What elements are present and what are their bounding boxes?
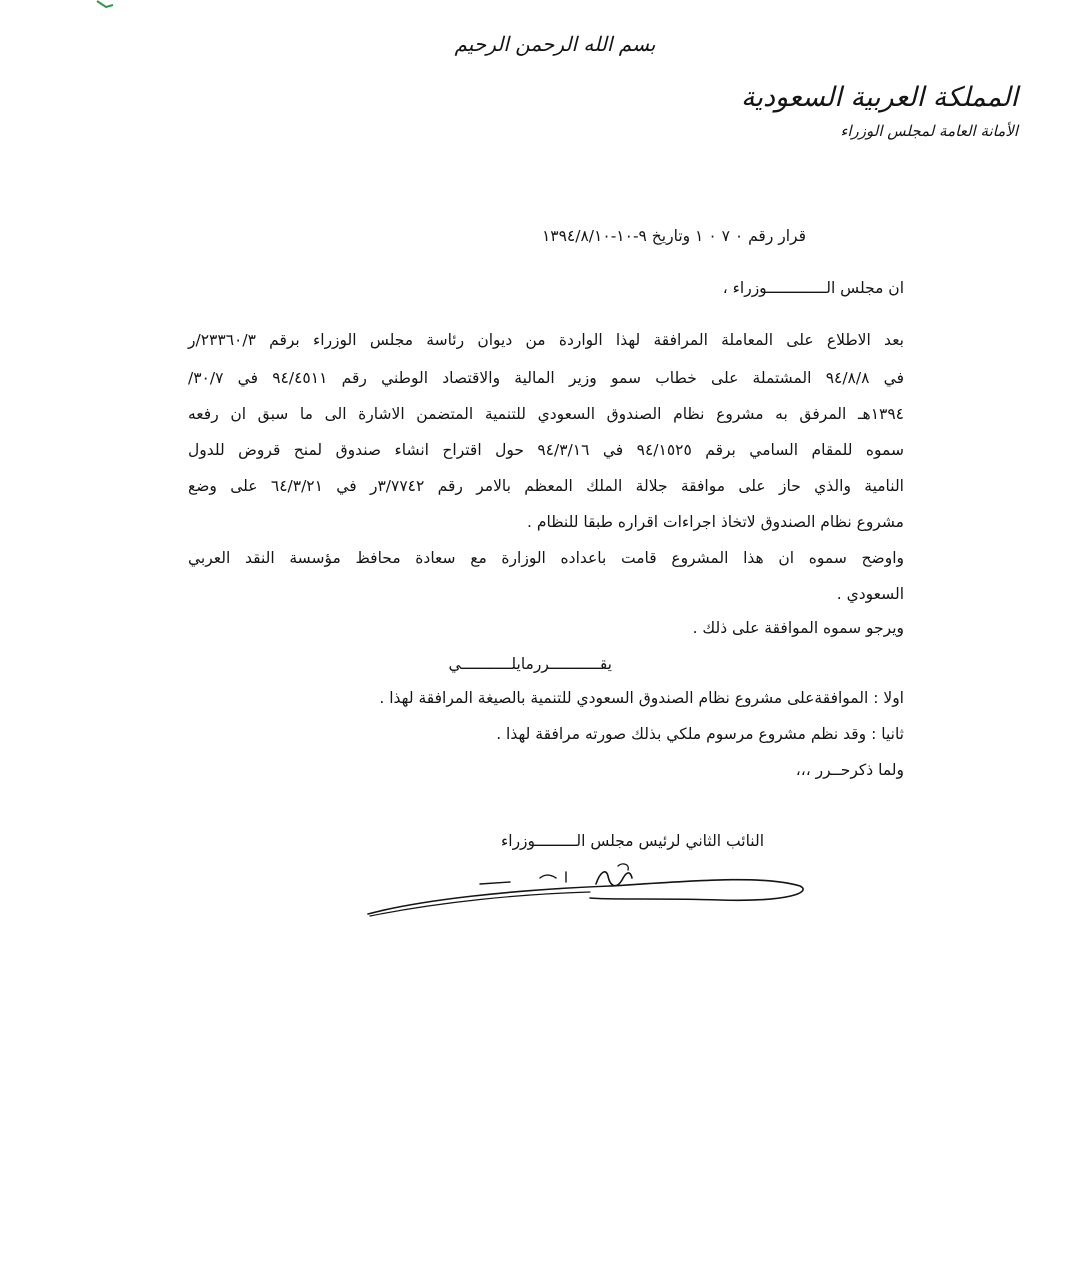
paragraph-line: السعودي . bbox=[836, 585, 904, 603]
paragraph-line: النامية والذي حاز على موافقة جلالة الملك المعظم بالامر رقم ٣/٧٧٤٢ر في ٦٤/٣/٢١ على وضع bbox=[188, 477, 904, 495]
paragraph-line: واوضح سموه ان هذا المشروع قامت باعداده الوزارة مع سعادة محافظ مؤسسة النقد العربي bbox=[188, 549, 904, 567]
secretariat-name: الأمانة العامة لمجلس الوزراء bbox=[840, 122, 1018, 140]
corner-mark bbox=[96, 0, 114, 8]
paragraph-line: بعد الاطلاع على المعاملة المرافقة لهذا الواردة من ديوان رئاسة مجلس الوزراء برقم ٢٣٣٦٠/٣/ر bbox=[188, 331, 904, 349]
paragraph-line: في ٩٤/٨/٨ المشتملة على خطاب سمو وزير المالية والاقتصاد الوطني رقم ٩٤/٤٥١١ في ٣٠/٧/ bbox=[188, 369, 904, 387]
letterhead bbox=[718, 76, 1018, 142]
basmala: بسم الله الرحمن الرحيم bbox=[454, 32, 656, 56]
paragraph-line: سموه للمقام السامي برقم ٩٤/١٥٢٥ في ٩٤/٣/١٦ حول اقتراح انشاء صندوق لمنح قروض للدول bbox=[188, 441, 904, 459]
decision-item-2: ثانيا : وقد نظم مشروع مرسوم ملكي بذلك صورته مرافقة لهذا . bbox=[496, 725, 904, 743]
handwritten-signature bbox=[360, 862, 810, 932]
request-line: ويرجو سموه الموافقة على ذلك . bbox=[692, 619, 904, 637]
signatory-title: النائب الثاني لرئيس مجلس الـــــــــوزراء bbox=[500, 832, 764, 850]
paragraph-line: ١٣٩٤هـ المرفق به مشروع نظام الصندوق السعودي للتنمية المتضمن الاشارة الى ما سبق ان رفعه bbox=[188, 405, 904, 423]
paragraph-line: مشروع نظام الصندوق لاتخاذ اجراءات اقراره طبقا للنظام . bbox=[527, 513, 904, 531]
decision-number-line: قرار رقم ٠ ٧ ٠ ١ وتاريخ ٩-١٠-١٣٩٤/٨/١٠ bbox=[541, 227, 806, 245]
kingdom-name: المملكة العربية السعودية bbox=[740, 82, 1018, 113]
closing-line: ولما ذكرحــرر ،،، bbox=[795, 761, 904, 779]
decides-heading: يقـــــــــــررمايلـــــــــــي bbox=[448, 655, 612, 673]
opening-line: ان مجلس الـــــــــــــوزراء ، bbox=[722, 279, 904, 297]
decision-item-1: اولا : الموافقةعلى مشروع نظام الصندوق السعودي للتنمية بالصيغة المرافقة لهذا . bbox=[379, 689, 904, 707]
